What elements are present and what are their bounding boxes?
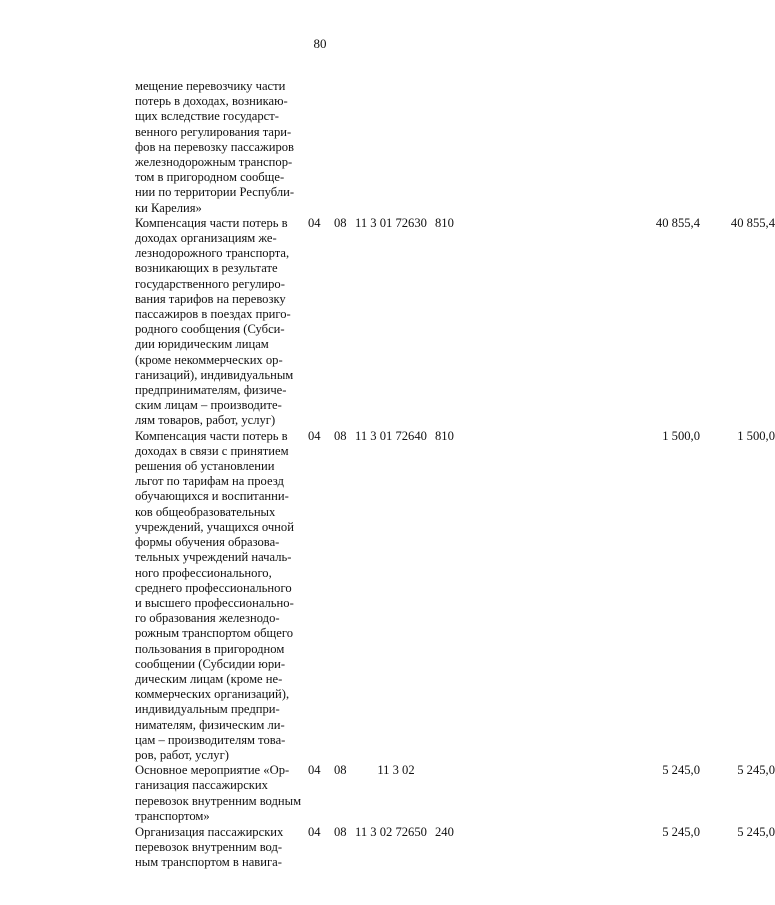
row-description: Компенсация части потерь в доходах организациям же- лезнодорожного транспорта, возникающих в результате государственного регулиро- вания тарифов на перевозку пассажиров в поездах приго- родного сообщения (Субси- дии юридическим лицам (кроме некоммерческих ор- ганизаций), индивидуальным предпринимателям, физиче- ским лицам – производите- лям товаров, работ, услуг) (135, 215, 294, 428)
amount-2: 1 500,0 (737, 428, 775, 443)
table-row (135, 824, 775, 871)
section-code: 04 (308, 824, 321, 839)
budget-table (135, 79, 775, 871)
amount-1: 40 855,4 (655, 215, 700, 230)
section-code: 04 (308, 215, 321, 230)
row-description: Основное мероприятие «Ор- ганизация пассажирских перевозок внутренним водным транспортом» (135, 763, 302, 823)
amount-1: 5 245,0 (662, 824, 700, 839)
expense-type-code: 810 (435, 428, 454, 443)
table-row (135, 428, 775, 763)
target-article-code: 11 3 01 72630 (355, 215, 427, 230)
section-code: 04 (308, 763, 321, 778)
amount-1: 5 245,0 (662, 763, 700, 778)
row-description: Организация пассажирских перевозок внутренним вод- ным транспортом в навига- (135, 824, 284, 870)
subsection-code: 08 (334, 763, 347, 778)
table-row (135, 215, 775, 429)
subsection-code: 08 (334, 824, 347, 839)
amount-2: 5 245,0 (737, 824, 775, 839)
target-article-code: 11 3 02 72650 (355, 824, 427, 839)
table-row (135, 79, 305, 216)
amount-2: 5 245,0 (737, 763, 775, 778)
amount-1: 1 500,0 (662, 428, 700, 443)
expense-type-code: 240 (435, 824, 454, 839)
target-article-code: 11 3 01 72640 (355, 428, 427, 443)
row-description: Компенсация части потерь в доходах в связи с принятием решения об установлении льгот по тарифам на проезд обучающихся и воспитанни- ков общеобразовательных учреждений, учащихся очной формы обучения образова- тельных учреждений началь- ного профессионального, среднего профессионального и высшего профессионально- го образования железнодо- рожным транспортом общего пользования в пригородном сообщении (Субсидии юри- дическим лицам (кроме не- коммерческих организаций), индивидуальным предпри- нимателям, физическим ли- цам – производителям това- ров, работ, услуг) (135, 428, 294, 762)
page-number: 80 (313, 36, 327, 51)
amount-2: 40 855,4 (730, 215, 775, 230)
subsection-code: 08 (334, 215, 347, 230)
section-code: 04 (308, 428, 321, 443)
subsection-code: 08 (334, 428, 347, 443)
table-row (135, 763, 775, 824)
row-description: мещение перевозчику части потерь в доходах, возникаю- щих вследствие государст- венного регулирования тари- фов на перевозку пассажиров железнодорожным транспор- том в пригородном сообще- нии по территории Республи- ки Карелия» (135, 79, 295, 215)
target-article-code: 11 3 02 (377, 763, 415, 778)
expense-type-code: 810 (435, 215, 454, 230)
